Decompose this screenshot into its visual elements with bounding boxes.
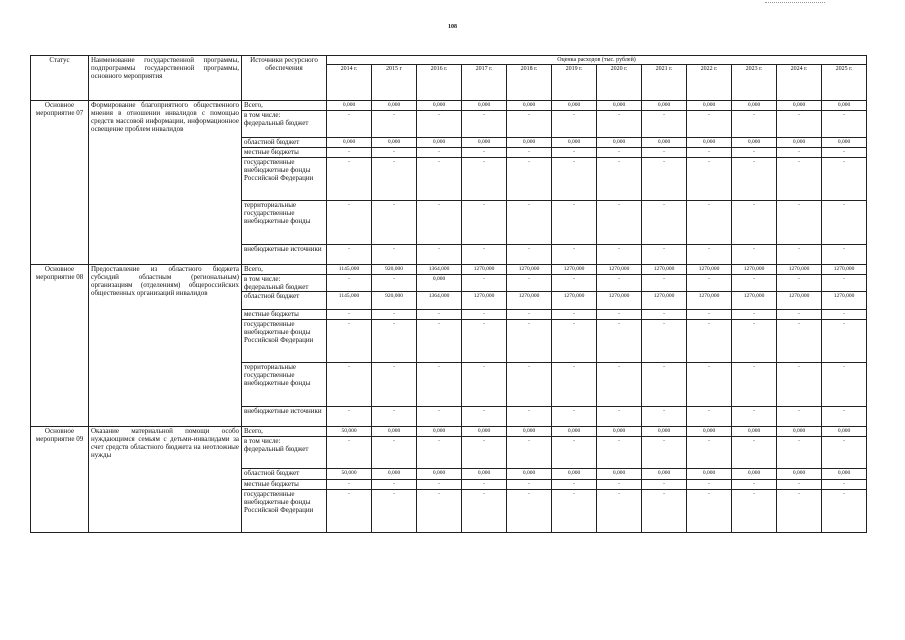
value-cell: 0,000 xyxy=(507,101,552,111)
value-cell: - xyxy=(327,158,372,201)
value-cell: - xyxy=(597,480,642,490)
value-cell: - xyxy=(327,310,372,320)
scan-mark xyxy=(765,2,825,4)
section-name: Предоставление из областного бюджета субсидий областным (региональным) организациям (отделениям) общероссийских общественных организаций инвалидов xyxy=(89,265,242,427)
value-cell: - xyxy=(507,490,552,533)
value-cell: - xyxy=(327,245,372,265)
value-cell: - xyxy=(597,158,642,201)
value-cell: - xyxy=(372,437,417,469)
source-label: Всего, xyxy=(242,101,327,111)
value-cell: 0,000 xyxy=(462,138,507,148)
value-cell: 0,000 xyxy=(777,101,822,111)
value-cell: 0,000 xyxy=(732,101,777,111)
source-label xyxy=(242,437,327,469)
value-cell: 0,000 xyxy=(687,427,732,437)
value-cell: - xyxy=(597,320,642,363)
value-cell: - xyxy=(417,158,462,201)
value-cell: - xyxy=(642,407,687,427)
value-cell: - xyxy=(552,490,597,533)
value-cell: - xyxy=(462,111,507,138)
source-label: государственные внебюджетные фонды Российской Федерации xyxy=(242,320,327,363)
value-cell: 1270,000 xyxy=(507,265,552,275)
value-cell: - xyxy=(732,480,777,490)
value-cell: 1270,000 xyxy=(552,265,597,275)
value-cell: - xyxy=(507,275,552,292)
value-cell: - xyxy=(597,275,642,292)
federal-label: федеральный бюджет xyxy=(244,445,309,453)
value-cell: - xyxy=(372,310,417,320)
value-cell: - xyxy=(732,148,777,158)
value-cell: 1270,000 xyxy=(597,265,642,275)
value-cell: - xyxy=(552,363,597,407)
value-cell: - xyxy=(687,148,732,158)
section-name: Оказание материальной помощи особо нуждающимся семьям с детьми-инвалидами за счет средств областного бюджета на неотложные нужды xyxy=(89,427,242,533)
value-cell: - xyxy=(507,310,552,320)
value-cell: - xyxy=(597,111,642,138)
value-cell: 1364,000 xyxy=(417,265,462,275)
value-cell: - xyxy=(822,111,867,138)
header-name: Наименование государственной программы, подпрограммы государственной программы, основного мероприятия xyxy=(89,56,242,101)
budget-table xyxy=(30,55,867,533)
value-cell: - xyxy=(552,158,597,201)
value-cell: - xyxy=(507,480,552,490)
value-cell: - xyxy=(732,158,777,201)
value-cell: 1270,000 xyxy=(822,265,867,275)
year-header-11: 2025 г. xyxy=(822,65,867,101)
value-cell: 0,000 xyxy=(552,469,597,480)
value-cell: 0,000 xyxy=(822,101,867,111)
source-label: внебюджетные источники xyxy=(242,245,327,265)
value-cell: - xyxy=(687,320,732,363)
value-cell: - xyxy=(417,320,462,363)
source-label: местные бюджеты xyxy=(242,148,327,158)
value-cell: 1145,000 xyxy=(327,265,372,275)
value-cell: - xyxy=(327,275,372,292)
value-cell: - xyxy=(687,310,732,320)
value-cell: 1270,000 xyxy=(687,265,732,275)
value-cell: - xyxy=(507,407,552,427)
value-cell: 0,000 xyxy=(462,101,507,111)
value-cell: - xyxy=(777,320,822,363)
value-cell: 0,000 xyxy=(372,469,417,480)
value-cell: 1270,000 xyxy=(732,265,777,275)
value-cell: - xyxy=(777,201,822,245)
table-row xyxy=(31,101,867,111)
value-cell: - xyxy=(642,201,687,245)
section-name: Формирование благоприятного общественного мнения в отношении инвалидов с помощью средств массовой информации, информационное освещение проблем инвалидов xyxy=(89,101,242,265)
value-cell: - xyxy=(417,148,462,158)
value-cell: 920,000 xyxy=(372,292,417,310)
value-cell: 0,000 xyxy=(597,138,642,148)
value-cell: - xyxy=(372,480,417,490)
year-header-3: 2017 г. xyxy=(462,65,507,101)
source-label: Всего, xyxy=(242,427,327,437)
value-cell: 0,000 xyxy=(417,138,462,148)
value-cell: 0,000 xyxy=(372,138,417,148)
value-cell: 1270,000 xyxy=(642,292,687,310)
value-cell: - xyxy=(372,245,417,265)
section-status: Основное мероприятие 07 xyxy=(31,101,89,265)
value-cell: - xyxy=(777,275,822,292)
value-cell: - xyxy=(597,148,642,158)
value-cell: 1270,000 xyxy=(777,265,822,275)
value-cell: - xyxy=(327,490,372,533)
value-cell: - xyxy=(687,480,732,490)
source-label: Всего, xyxy=(242,265,327,275)
value-cell: - xyxy=(822,158,867,201)
value-cell: - xyxy=(507,437,552,469)
value-cell: 1145,000 xyxy=(327,292,372,310)
value-cell: - xyxy=(687,111,732,138)
value-cell: 0,000 xyxy=(552,138,597,148)
source-label: местные бюджеты xyxy=(242,480,327,490)
year-header-4: 2018 г. xyxy=(507,65,552,101)
value-cell: - xyxy=(732,320,777,363)
value-cell: - xyxy=(507,320,552,363)
value-cell: 1270,000 xyxy=(642,265,687,275)
value-cell: 0,000 xyxy=(417,469,462,480)
value-cell: - xyxy=(552,245,597,265)
value-cell: - xyxy=(462,480,507,490)
value-cell: - xyxy=(462,490,507,533)
value-cell: - xyxy=(642,363,687,407)
value-cell: 0,000 xyxy=(552,427,597,437)
value-cell: - xyxy=(732,437,777,469)
year-header-1: 2015 г xyxy=(372,65,417,101)
source-label xyxy=(242,275,327,292)
value-cell: - xyxy=(462,275,507,292)
value-cell: - xyxy=(507,363,552,407)
value-cell: - xyxy=(822,275,867,292)
value-cell: - xyxy=(822,363,867,407)
value-cell: 1270,000 xyxy=(732,292,777,310)
value-cell: - xyxy=(372,158,417,201)
value-cell: - xyxy=(417,201,462,245)
value-cell: - xyxy=(642,158,687,201)
value-cell: 1270,000 xyxy=(552,292,597,310)
value-cell: 0,000 xyxy=(777,427,822,437)
value-cell: 0,000 xyxy=(642,427,687,437)
source-label xyxy=(242,111,327,138)
year-header-2: 2016 г. xyxy=(417,65,462,101)
including-label: в том числе: xyxy=(244,437,281,445)
source-label: областной бюджет xyxy=(242,469,327,480)
value-cell: 0,000 xyxy=(687,469,732,480)
value-cell: - xyxy=(732,275,777,292)
value-cell: - xyxy=(642,111,687,138)
value-cell: 0,000 xyxy=(732,427,777,437)
header-status: Статус xyxy=(31,56,89,101)
value-cell: 0,000 xyxy=(597,427,642,437)
value-cell: - xyxy=(462,201,507,245)
value-cell: - xyxy=(777,363,822,407)
value-cell: - xyxy=(372,363,417,407)
value-cell: - xyxy=(822,148,867,158)
source-label: государственные внебюджетные фонды Российской Федерации xyxy=(242,158,327,201)
value-cell: - xyxy=(327,111,372,138)
value-cell: - xyxy=(777,407,822,427)
value-cell: - xyxy=(462,310,507,320)
source-label: государственные внебюджетные фонды Российской Федерации xyxy=(242,490,327,533)
value-cell: - xyxy=(372,111,417,138)
value-cell: - xyxy=(372,407,417,427)
value-cell: - xyxy=(777,245,822,265)
value-cell: - xyxy=(372,201,417,245)
value-cell: - xyxy=(372,148,417,158)
value-cell: - xyxy=(642,148,687,158)
value-cell: - xyxy=(327,480,372,490)
value-cell: - xyxy=(732,363,777,407)
value-cell: - xyxy=(552,310,597,320)
value-cell: - xyxy=(552,480,597,490)
value-cell: - xyxy=(552,201,597,245)
header-estimate: Оценка расходов (тыс. рублей) xyxy=(327,56,867,65)
value-cell: - xyxy=(462,437,507,469)
year-header-10: 2024 г. xyxy=(777,65,822,101)
value-cell: - xyxy=(822,310,867,320)
value-cell: - xyxy=(732,407,777,427)
value-cell: - xyxy=(597,201,642,245)
value-cell: - xyxy=(597,363,642,407)
value-cell: 0,000 xyxy=(462,469,507,480)
value-cell: 1270,000 xyxy=(777,292,822,310)
value-cell: 0,000 xyxy=(597,469,642,480)
value-cell: 0,000 xyxy=(462,427,507,437)
value-cell: - xyxy=(327,407,372,427)
value-cell: - xyxy=(642,245,687,265)
value-cell: - xyxy=(687,275,732,292)
value-cell: - xyxy=(687,437,732,469)
value-cell: 0,000 xyxy=(507,427,552,437)
value-cell: - xyxy=(462,148,507,158)
value-cell: - xyxy=(507,245,552,265)
value-cell: - xyxy=(507,201,552,245)
year-header-5: 2019 г. xyxy=(552,65,597,101)
value-cell: - xyxy=(462,158,507,201)
value-cell: - xyxy=(417,310,462,320)
value-cell: - xyxy=(597,310,642,320)
value-cell: - xyxy=(822,437,867,469)
value-cell: - xyxy=(417,407,462,427)
value-cell: - xyxy=(777,490,822,533)
value-cell: - xyxy=(597,245,642,265)
value-cell: 920,000 xyxy=(372,265,417,275)
value-cell: 1270,000 xyxy=(507,292,552,310)
value-cell: 0,000 xyxy=(597,101,642,111)
value-cell: - xyxy=(552,437,597,469)
value-cell: - xyxy=(777,480,822,490)
value-cell: - xyxy=(462,245,507,265)
page-number: 108 xyxy=(448,24,457,30)
value-cell: 0,000 xyxy=(732,469,777,480)
year-header-9: 2023 г. xyxy=(732,65,777,101)
source-label: областной бюджет xyxy=(242,138,327,148)
value-cell: - xyxy=(777,148,822,158)
value-cell: 1270,000 xyxy=(687,292,732,310)
value-cell: - xyxy=(687,363,732,407)
source-label: областной бюджет xyxy=(242,292,327,310)
value-cell: - xyxy=(327,201,372,245)
source-label: местные бюджеты xyxy=(242,310,327,320)
value-cell: - xyxy=(687,245,732,265)
value-cell: 0,000 xyxy=(822,469,867,480)
federal-label: федеральный бюджет xyxy=(244,283,309,291)
value-cell: - xyxy=(552,148,597,158)
value-cell: - xyxy=(687,490,732,533)
value-cell: - xyxy=(372,320,417,363)
federal-label: федеральный бюджет xyxy=(244,119,309,127)
value-cell: - xyxy=(822,201,867,245)
value-cell: - xyxy=(732,490,777,533)
value-cell: - xyxy=(327,148,372,158)
value-cell: - xyxy=(642,437,687,469)
value-cell: 1270,000 xyxy=(822,292,867,310)
year-header-6: 2020 г. xyxy=(597,65,642,101)
value-cell: - xyxy=(552,275,597,292)
value-cell: 0,000 xyxy=(822,138,867,148)
value-cell: 0,000 xyxy=(507,138,552,148)
value-cell: - xyxy=(417,490,462,533)
value-cell: - xyxy=(372,490,417,533)
value-cell: - xyxy=(597,437,642,469)
section-status: Основное мероприятие 09 xyxy=(31,427,89,533)
value-cell: - xyxy=(552,320,597,363)
value-cell: - xyxy=(552,407,597,427)
value-cell: - xyxy=(642,480,687,490)
value-cell: 1270,000 xyxy=(462,292,507,310)
table-row xyxy=(31,265,867,275)
value-cell: 1364,000 xyxy=(417,292,462,310)
value-cell: - xyxy=(642,320,687,363)
value-cell: - xyxy=(597,490,642,533)
value-cell: - xyxy=(777,111,822,138)
value-cell: - xyxy=(687,158,732,201)
value-cell: - xyxy=(732,310,777,320)
value-cell: - xyxy=(822,490,867,533)
value-cell: - xyxy=(417,480,462,490)
value-cell: - xyxy=(327,363,372,407)
section-status: Основное мероприятие 08 xyxy=(31,265,89,427)
value-cell: 0,000 xyxy=(372,101,417,111)
value-cell: - xyxy=(417,363,462,407)
value-cell: - xyxy=(372,275,417,292)
value-cell: - xyxy=(462,320,507,363)
value-cell: - xyxy=(507,158,552,201)
value-cell: - xyxy=(822,320,867,363)
value-cell: - xyxy=(597,407,642,427)
value-cell: 1270,000 xyxy=(462,265,507,275)
year-header-0: 2014 г. xyxy=(327,65,372,101)
year-header-7: 2021 г. xyxy=(642,65,687,101)
value-cell: - xyxy=(687,201,732,245)
value-cell: 0,000 xyxy=(642,138,687,148)
source-label: территориальные государственные внебюджетные фонды xyxy=(242,201,327,245)
value-cell: - xyxy=(732,111,777,138)
value-cell: 0,000 xyxy=(777,138,822,148)
including-label: в том числе: xyxy=(244,275,281,283)
value-cell: - xyxy=(417,437,462,469)
value-cell: - xyxy=(822,407,867,427)
value-cell: 0,000 xyxy=(327,101,372,111)
value-cell: 0,000 xyxy=(687,101,732,111)
value-cell: - xyxy=(777,310,822,320)
value-cell: - xyxy=(327,437,372,469)
source-label: территориальные государственные внебюджетные фонды xyxy=(242,363,327,407)
value-cell: - xyxy=(417,245,462,265)
value-cell: - xyxy=(687,407,732,427)
value-cell: 50,000 xyxy=(327,469,372,480)
value-cell: 1270,000 xyxy=(597,292,642,310)
value-cell: 0,000 xyxy=(327,138,372,148)
value-cell: 0,000 xyxy=(822,427,867,437)
value-cell: 0,000 xyxy=(642,101,687,111)
source-label: внебюджетные источники xyxy=(242,407,327,427)
value-cell: - xyxy=(462,363,507,407)
value-cell: - xyxy=(552,111,597,138)
value-cell: - xyxy=(507,111,552,138)
value-cell: - xyxy=(822,245,867,265)
value-cell: - xyxy=(462,407,507,427)
value-cell: - xyxy=(327,320,372,363)
value-cell: 50,000 xyxy=(327,427,372,437)
value-cell: 0,000 xyxy=(417,275,462,292)
value-cell: - xyxy=(507,148,552,158)
value-cell: - xyxy=(642,275,687,292)
year-header-8: 2022 г. xyxy=(687,65,732,101)
value-cell: - xyxy=(417,111,462,138)
value-cell: 0,000 xyxy=(642,469,687,480)
value-cell: - xyxy=(642,490,687,533)
value-cell: 0,000 xyxy=(552,101,597,111)
value-cell: 0,000 xyxy=(687,138,732,148)
value-cell: 0,000 xyxy=(507,469,552,480)
value-cell: 0,000 xyxy=(732,138,777,148)
value-cell: - xyxy=(732,245,777,265)
value-cell: - xyxy=(777,437,822,469)
value-cell: 0,000 xyxy=(417,101,462,111)
value-cell: 0,000 xyxy=(777,469,822,480)
value-cell: 0,000 xyxy=(372,427,417,437)
value-cell: - xyxy=(732,201,777,245)
including-label: в том числе: xyxy=(244,111,281,119)
header-sources: Источники ресурсного обеспечения xyxy=(242,56,327,101)
value-cell: - xyxy=(777,158,822,201)
value-cell: - xyxy=(642,310,687,320)
table-row xyxy=(31,427,867,437)
value-cell: - xyxy=(822,480,867,490)
value-cell: 0,000 xyxy=(417,427,462,437)
